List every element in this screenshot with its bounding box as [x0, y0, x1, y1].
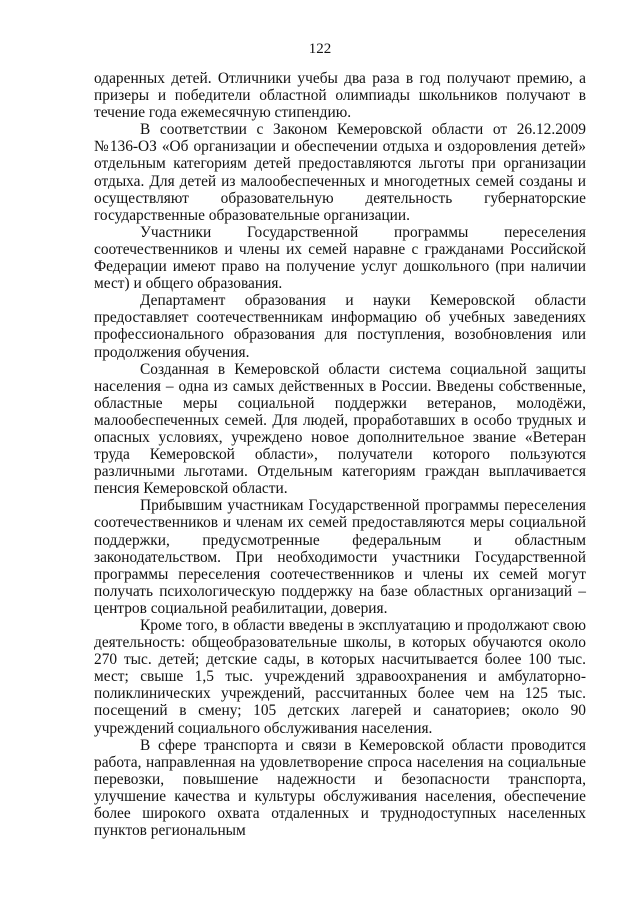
paragraph: одаренных детей. Отличники учебы два раза в год получают премию, а призеры и победители областной олимпиады школьников получают в течение года ежемесячную стипендию.	[94, 70, 586, 122]
paragraph: В соответствии с Законом Кемеровской области от 26.12.2009 №136-ОЗ «Об организации и обеспечении отдыха и оздоровления детей» отдельным категориям детей предоставляются льготы при организации отдыха. Для детей из малообеспеченных и многодетных семей созданы и осуществляют образовательную деятельность губернаторские государственные образовательные организации.	[94, 121, 586, 224]
paragraph: Департамент образования и науки Кемеровской области предоставляет соотечественникам информацию об учебных заведениях профессионального образования для поступления, возобновления или продолжения обучения.	[94, 292, 586, 361]
paragraph: Прибывшим участникам Государственной программы переселения соотечественников и членам их семей предоставляются меры социальной поддержки, предусмотренные федеральным и областным законодательством. При необходимости участники Государственной программы переселения соотечественников и члены их семей могут получать психологическую поддержку на базе областных организаций – центров социальной реабилитации, доверия.	[94, 497, 586, 617]
page-number: 122	[308, 41, 332, 57]
paragraph: Созданная в Кемеровской области система социальной защиты населения – одна из самых действенных в России. Введены собственные, областные меры социальной поддержки ветеранов, молодёжи, малообеспеченных семей. Для людей, проработавших в особо трудных и опасных условиях, учреждено новое дополнительное звание «Ветеран труда Кемеровской области», получатели которого пользуются различными льготами. Отдельным категориям граждан выплачивается пенсия Кемеровской области.	[94, 360, 586, 498]
document-body	[94, 70, 586, 839]
paragraph: Участники Государственной программы переселения соотечественников и члены их семей наравне с гражданами Российской Федерации имеют право на получение услуг дошкольного (при наличии мест) и общего образования.	[94, 223, 586, 293]
paragraph: Кроме того, в области введены в эксплуатацию и продолжают свою деятельность: общеобразовательные школы, в которых обучаются около 270 тыс. детей; детские сады, в которых насчитывается более 100 тыс. мест; свыше 1,5 тыс. учреждений здравоохранения и амбулаторно-поликлинических учреждений, рассчитанных более чем на 125 тыс. посещений в смену; 105 детских лагерей и санаториев; около 90 учреждений социального обслуживания населения.	[94, 617, 586, 737]
paragraph: В сфере транспорта и связи в Кемеровской области проводится работа, направленная на удовлетворение спроса населения на социальные перевозки, повышение надежности и безопасности транспорта, улучшение качества и культуры обслуживания населения, обеспечение более широкого охвата отдаленных и труднодоступных населенных пунктов региональным	[94, 736, 586, 840]
